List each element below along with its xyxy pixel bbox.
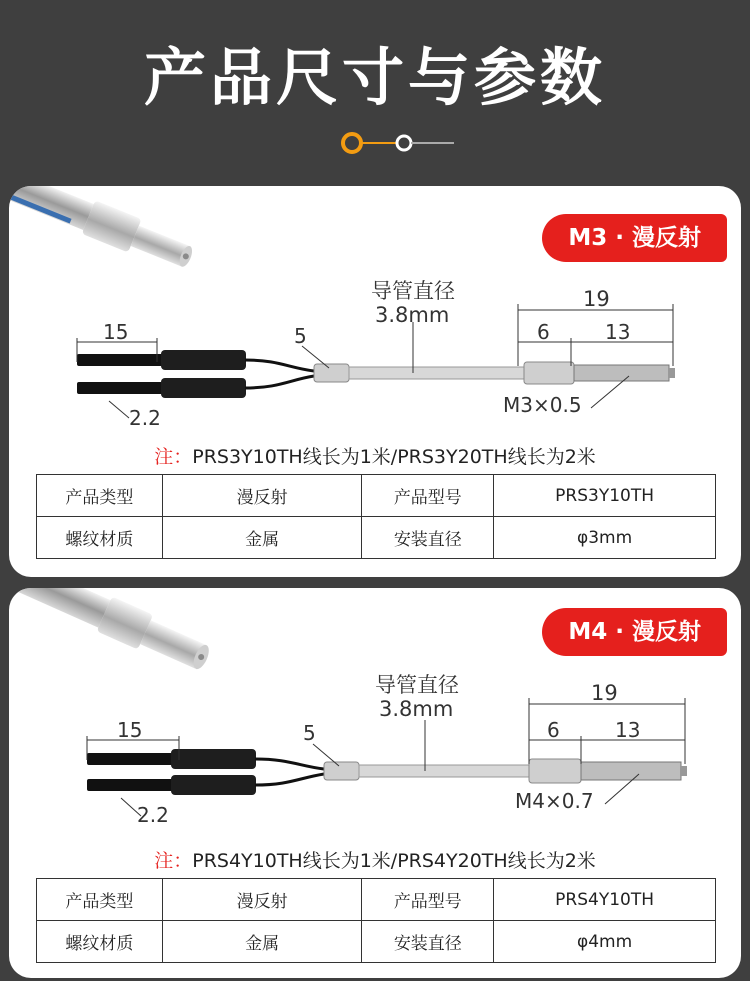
- spec-table: [36, 878, 716, 963]
- table-cell: PRS3Y10TH: [494, 475, 716, 517]
- table-cell: 产品类型: [37, 475, 163, 517]
- table-row: [37, 921, 716, 963]
- dim-diameter: 2.2: [137, 803, 169, 827]
- dim-thread: M4×0.7: [515, 789, 594, 813]
- dim-thread: M3×0.5: [503, 393, 582, 417]
- cable-length-note: [9, 442, 741, 469]
- dim-length-a: 6: [547, 718, 560, 742]
- dimension-drawing: [9, 588, 741, 838]
- dim-length-left: 15: [103, 320, 129, 344]
- dim-conduit-label: 导管直径: [375, 673, 459, 697]
- dim-length-mid: 5: [294, 324, 307, 348]
- table-cell: 漫反射: [162, 879, 362, 921]
- dim-length-total: 19: [583, 287, 610, 311]
- dim-length-b: 13: [605, 320, 631, 344]
- dim-length-b: 13: [615, 718, 641, 742]
- title-decoration: [330, 128, 460, 158]
- table-cell: 安装直径: [362, 921, 494, 963]
- table-cell: 螺纹材质: [37, 517, 163, 559]
- dim-length-mid: 5: [303, 721, 316, 745]
- table-cell: φ3mm: [494, 517, 716, 559]
- spec-table: [36, 474, 716, 559]
- dim-diameter: 2.2: [129, 406, 161, 430]
- page-title: 产品尺寸与参数: [143, 41, 606, 114]
- product-card-m3: [9, 186, 741, 577]
- note-text: PRS4Y10TH线长为1米/PRS4Y20TH线长为2米: [192, 850, 596, 872]
- table-cell: 产品型号: [362, 879, 494, 921]
- product-badge: M4 · 漫反射: [542, 608, 727, 656]
- table-row: [37, 517, 716, 559]
- dim-length-a: 6: [537, 320, 550, 344]
- table-cell: 金属: [162, 921, 362, 963]
- dim-length-left: 15: [117, 718, 143, 742]
- product-badge: M3 · 漫反射: [542, 214, 727, 262]
- table-cell: 螺纹材质: [37, 921, 163, 963]
- table-cell: 金属: [162, 517, 362, 559]
- table-row: [37, 879, 716, 921]
- note-text: PRS3Y10TH线长为1米/PRS3Y20TH线长为2米: [192, 446, 596, 468]
- note-prefix: 注：: [154, 446, 193, 468]
- table-cell: φ4mm: [494, 921, 716, 963]
- dim-conduit-value: 3.8mm: [379, 697, 454, 721]
- cable-length-note: [9, 846, 741, 873]
- dim-length-total: 19: [591, 681, 618, 705]
- table-cell: 安装直径: [362, 517, 494, 559]
- table-cell: PRS4Y10TH: [494, 879, 716, 921]
- table-cell: 产品型号: [362, 475, 494, 517]
- note-prefix: 注：: [154, 850, 193, 872]
- table-cell: 产品类型: [37, 879, 163, 921]
- dim-conduit-label: 导管直径: [371, 279, 455, 303]
- dim-conduit-value: 3.8mm: [375, 303, 450, 327]
- table-row: [37, 475, 716, 517]
- dimension-drawing: [9, 186, 741, 436]
- product-card-m4: [9, 588, 741, 978]
- table-cell: 漫反射: [162, 475, 362, 517]
